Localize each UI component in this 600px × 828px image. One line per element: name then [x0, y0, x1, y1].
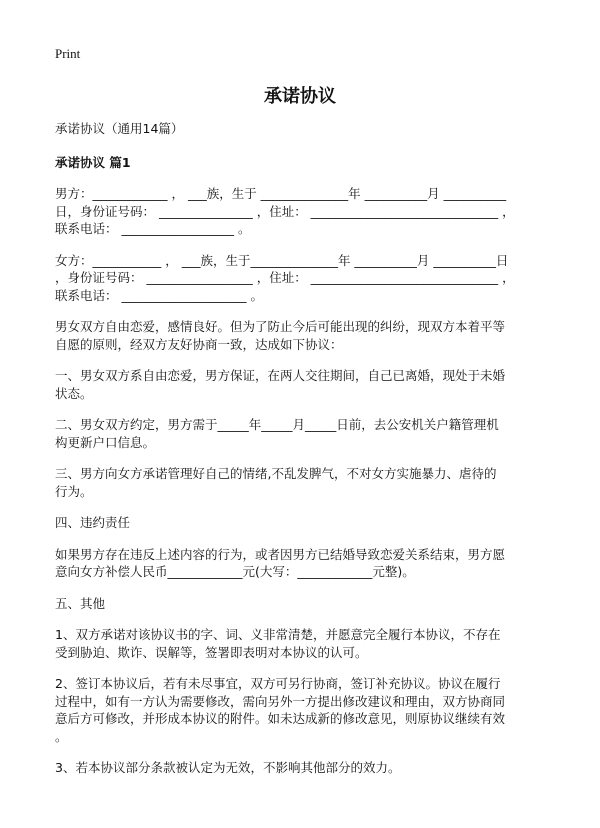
paragraph-line: 3、若本协议部分条款被认定为无效，不影响其他部分的效力。	[55, 760, 401, 775]
paragraph	[55, 546, 555, 581]
paragraph-line: 四、违约责任	[55, 515, 131, 530]
paragraph-line: 自愿的原则，经双方友好协商一致，达成如下协议：	[55, 336, 343, 352]
paragraph-line: 过程中，如有一方认为需要修改，需向另外一方提出修改建议和理由，双方协商同	[55, 693, 506, 709]
paragraph-line: 男方：____________ ， ___族，生于 ______________年 __________月 __________	[55, 186, 507, 201]
paragraph-line: 三、男方向女方承诺管理好自己的情绪,不乱发脾气，不对女方实施暴力、虐待的	[55, 466, 497, 481]
paragraph-line: 受到胁迫、欺诈、误解等，签署即表明对本协议的认可。	[55, 644, 368, 660]
paragraph	[55, 318, 555, 353]
paragraph-line: 联系电话： ____________________ 。	[55, 287, 263, 303]
paragraph	[55, 759, 555, 777]
paragraph-line: 一、男女双方系自由恋爱，男方保证，在两人交往期间，自己已离婚，现处于未婚	[55, 368, 506, 383]
paragraph	[55, 514, 555, 532]
paragraph-line: 构更新户口信息。	[55, 434, 156, 450]
paragraph-line: 联系电话： __________________ 。	[55, 221, 251, 236]
paragraph	[55, 465, 555, 500]
paragraph-line: 行为。	[55, 483, 93, 499]
paragraph-line: 意后方可修改，并形成本协议的附件。如未达成新的修改意见，则原协议继续有效	[55, 711, 506, 726]
paragraph	[55, 367, 555, 402]
paragraph-line: 状态。	[55, 385, 93, 401]
paragraph	[55, 675, 555, 745]
paragraph-line: 1、双方承诺对该协议书的字、词、义非常清楚，并愿意完全履行本协议，不存在	[55, 627, 501, 642]
paragraph	[55, 252, 555, 305]
paragraph	[55, 185, 555, 238]
paragraph-line: 意向女方补偿人民币____________元(大写：____________元整)。	[55, 564, 415, 579]
paragraph-line: 男女双方自由恋爱，感情良好。但为了防止今后可能出现的纠纷，现双方本着平等	[55, 319, 506, 334]
page-title: 承诺协议	[264, 86, 336, 107]
paragraph-line: ，身份证号码： _________________ ，住址： ______________________________ ，	[55, 270, 515, 285]
document-body	[55, 120, 555, 791]
paragraph	[55, 416, 555, 451]
document-subtitle: 承诺协议（通用14篇）	[55, 121, 184, 136]
print-link[interactable]: Print	[55, 46, 81, 61]
paragraph	[55, 595, 555, 613]
paragraph-line: 日，身份证号码： _______________ ，住址： ______________________________ ，	[55, 203, 515, 219]
paragraph-line: 2、签订本协议后，若有未尽事宜，双方可另行协商，签订补充协议。协议在履行	[55, 676, 501, 691]
paragraph-line: 。	[55, 728, 68, 744]
paragraph-line: 女方：___________ ， ___族，生于______________年 __________月 __________日	[55, 252, 509, 268]
section-heading: 承诺协议 篇1	[55, 155, 131, 170]
paragraph	[55, 626, 555, 661]
paragraph-line: 二、男女双方约定，男方需于_____年_____月_____日前，去公安机关户籍管理机	[55, 417, 499, 432]
paragraph-line: 五、其他	[55, 595, 106, 611]
paragraph-line: 如果男方存在违反上述内容的行为，或者因男方已结婚导致恋爱关系结束，男方愿	[55, 546, 506, 562]
paragraph-list	[55, 185, 555, 777]
